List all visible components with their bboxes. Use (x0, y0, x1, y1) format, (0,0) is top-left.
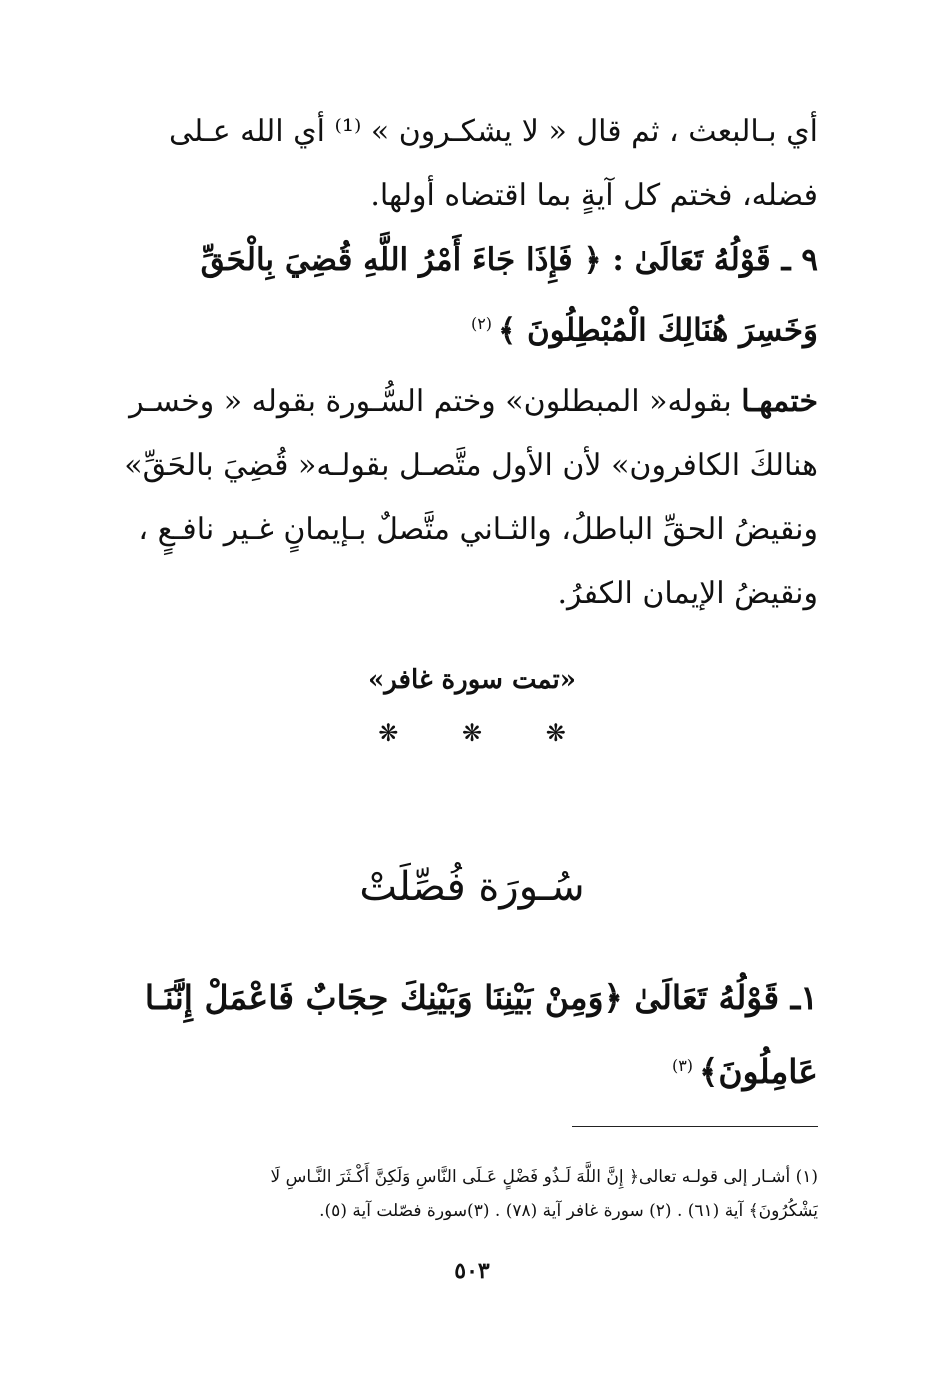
paragraph-1 (118, 100, 818, 228)
page-number: ٥٠٣ (454, 1258, 490, 1284)
footnote-ref-2: (٢) (470, 314, 493, 333)
paragraph-1-line-1: أي بـالبعث ، ثم قال « لا يشكـرون » ⁽¹⁾ أي الله عـلى (168, 114, 818, 149)
paragraph-3 (118, 370, 818, 626)
paragraph-3-line-1 (118, 370, 818, 434)
paragraph-3-line-4: ونقيضُ الإيمان الكفرُ. (557, 576, 818, 611)
paragraph-4-line-2-text: عَامِلُونَ﴾ (699, 1052, 818, 1091)
paragraph-4-line-2 (118, 1032, 818, 1100)
footnote-ref-3: (٣) (671, 1056, 694, 1075)
footnote-line-1: (١) أشـار إلى قولـه تعالى﴿ إِنَّ اللَّهَ لَـذُو فَضْلٍ عَـلَى النَّاسِ وَلَكِنَّ أَكْـثَرَ النَّـاسِ لَا (270, 1167, 818, 1187)
footnote-separator (572, 1126, 818, 1127)
paragraph-3-lead: ختمهـا (741, 384, 818, 419)
paragraph-3-line-3: ونقيضُ الحقِّ الباطلُ، والثـاني متَّصلٌ بـإيمانٍ غـير نافـعٍ ، (138, 512, 818, 547)
footnote-line-2: يَشْكُرُونَ﴾ آية (٦١) . (٢) سورة غافر آية (٧٨) . (٣)سورة فصّلت آية (٥). (319, 1201, 818, 1221)
surah-closing-note: «تمت سورة غافر» (367, 665, 577, 695)
paragraph-2-line-2-text: وَخَسِرَ هُنَالِكَ الْمُبْطِلُونَ ﴾ (498, 312, 818, 349)
paragraph-1-line-2: فضله، فختم كل آيةٍ بما اقتضاه أولها. (370, 178, 818, 213)
paragraph-2-verse (118, 228, 818, 356)
section-divider-stars (0, 718, 944, 748)
paragraph-4-line-1: ١ـ قَوْلُهُ تَعَالَىٰ ﴿وَمِنْ بَيْنِنَا وَبَيْنِكَ حِجَابٌ فَاعْمَلْ إِنَّنَـا (144, 978, 818, 1017)
paragraph-2-line-1: ٩ ـ قَوْلُهُ تَعَالَىٰ : ﴿ فَإِذَا جَاءَ أَمْرُ اللَّهِ قُضِيَ بِالْحَقِّ (200, 242, 818, 278)
paragraph-3-line-2: هنالكَ الكافرون» لأن الأول متَّصـل بقولـه« قُضِيَ بالحَقِّ» (124, 448, 818, 483)
paragraph-2-line-2 (118, 292, 818, 356)
star-ornament-icon: ❋ (461, 719, 483, 747)
paragraph-4-verse (118, 964, 818, 1100)
surah-title: سُـورَة فُصِّلَتْ (359, 864, 585, 910)
star-ornament-icon: ❋ (378, 719, 399, 747)
footnotes (118, 1160, 818, 1228)
paragraph-3-line-1-text: بقوله« المبطلون» وختم السُّـورة بقوله « وخسـر (129, 384, 732, 419)
star-ornament-icon: ❋ (545, 719, 566, 747)
